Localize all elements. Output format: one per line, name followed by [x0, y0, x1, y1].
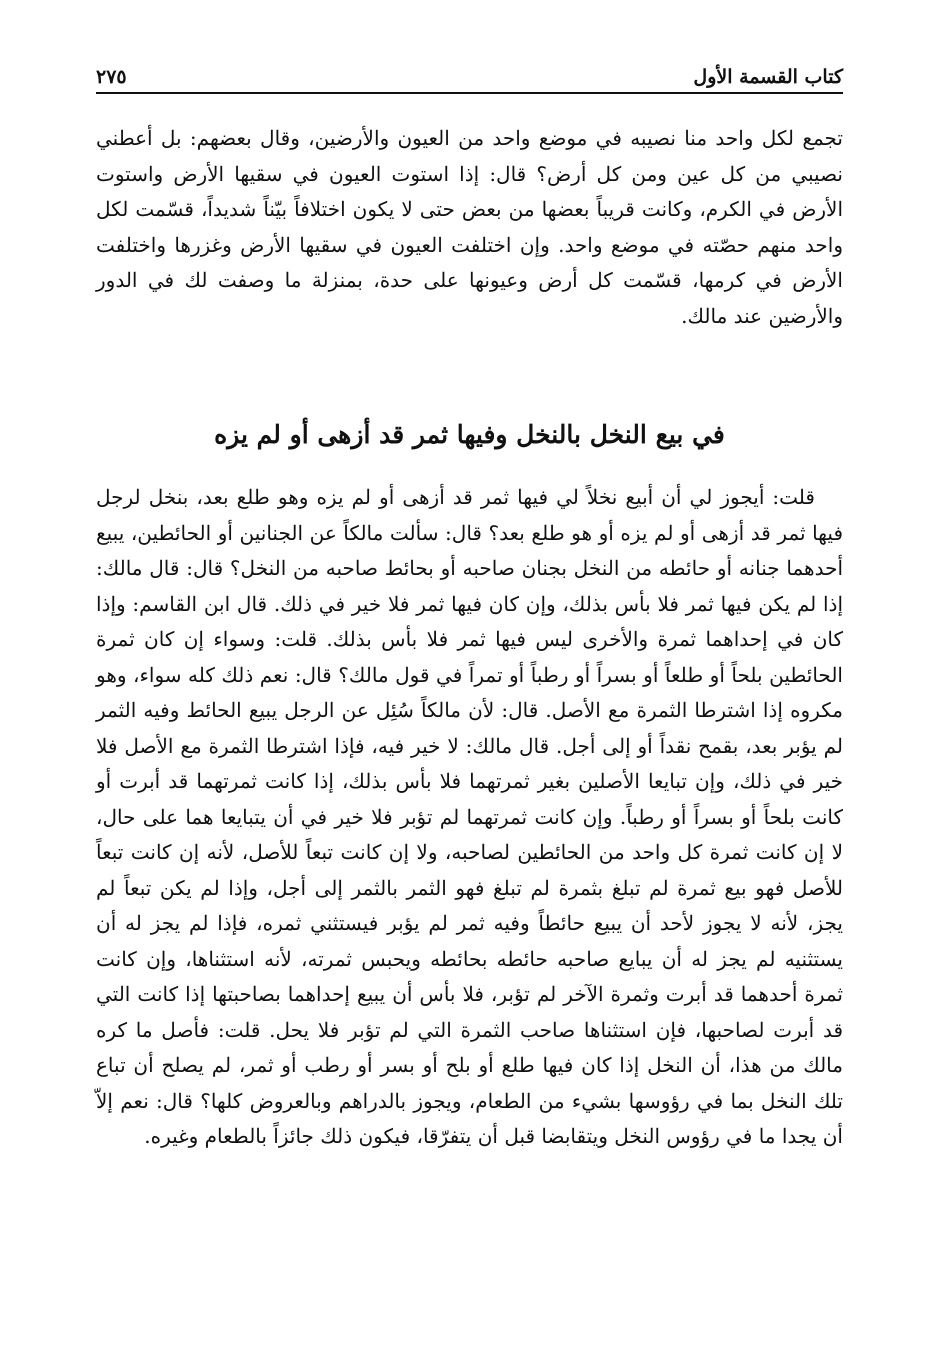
header-divider [96, 92, 843, 94]
section-paragraph: قلت: أيجوز لي أن أبيع نخلاً لي فيها ثمر قد أزهى أو لم يزه وهو طلع بعد، بنخل لرجل فيها ثمر قد أزهى أو لم يزه أو هو طلع بعد؟ قال: سألت مالكاً عن الجنانين أو الحائطين، يبيع أحدهما جنانه أو حائطه من النخل بجنان صاحبه أو بحائط صاحبه من النخل؟ قال: قال مالك: إذا لم يكن فيها ثمر فلا بأس بذلك، وإن كان فيها ثمر فلا خير في ذلك. قال ابن القاسم: وإذا كان في إحداهما ثمرة والأخرى ليس فيها ثمر فلا بأس بذلك. قلت: وسواء إن كان ثمرة الحائطين بلحاً أو طلعاً أو بسراً أو رطباً أو تمراً في قول مالك؟ قال: نعم ذلك كله سواء، وهو مكروه إذا اشترطا الثمرة مع الأصل. قال: لأن مالكاً سُئِل عن الرجل يبيع الحائط وفيه الثمر لم يؤبر بعد، بقمح نقداً أو إلى أجل. قال مالك: لا خير فيه، فإذا اشترطا الثمرة مع الأصل فلا خير في ذلك، وإن تبايعا الأصلين بغير ثمرتهما فلا بأس بذلك، إذا كانت ثمرتهما قد أبرت أو كانت بلحاً أو بسراً أو رطباً. وإن كانت ثمرتهما لم تؤبر فلا خير في أن يتبايعا هما على حال، لا إن كانت ثمرة كل واحد من الحائطين لصاحبه، ولا إن كانت تبعاً للأصل، لأنه إن كانت تبعاً للأصل فهو بيع ثمرة لم تبلغ بثمرة لم تبلغ فهو الثمر بالثمر إلى أجل، وإذا لم يكن تبعاً لم يجز، لأنه لا يجوز لأحد أن يبيع حائطاً وفيه ثمر لم يؤبر فيستثني ثمره، فإذا لم يجز له أن يستثنيه لم يجز له أن يبايع صاحبه حائطه بحائطه ويحبس ثمرته، لأنه استثناها، وإن كانت ثمرة أحدهما قد أبرت وثمرة الآخر لم تؤبر، فلا بأس أن يبيع إحداهما بصاحبتها إذا كانت التي قد أبرت لصاحبها، فإن استثناها صاحب الثمرة التي لم تؤبر فلا يحل. قلت: فأصل ما كره مالك من هذا، أن النخل إذا كان فيها طلع أو بلح أو بسر أو رطب أو ثمر، لم يصلح أن تباع تلك النخل بما في رؤوسها بشيء من الطعام، ويجوز بالدراهم وبالعروض كلها؟ قال: نعم إلاّ أن يجدا ما في رؤوس النخل ويتقابضا قبل أن يتفرّقا، فيكون ذلك جائزاً بالطعام وغيره. [96, 485, 844, 1148]
running-header [96, 58, 843, 88]
opening-paragraph: تجمع لكل واحد منا نصيبه في موضع واحد من العيون والأرضين، وقال بعضهم: بل أعطني نصيبي من كل عين ومن كل أرض؟ قال: إذا استوت العيون في سقيها الأرض واستوت الأرض في الكرم، وكانت قريباً بعضها من بعض حتى لا يكون اختلافاً بيّناً شديداً، قسّمت لكل واحد منهم حصّته في موضع واحد. وإن اختلفت العيون في سقيها الأرض وغزرها واختلفت الأرض في كرمها، قسّمت كل أرض وعيونها على حدة، بمنزلة ما وصفت لك في الدور والأرضين عند مالك. [96, 126, 843, 328]
page-number: ٢٧٥ [96, 66, 127, 88]
section-heading: في بيع النخل بالنخل وفيها ثمر قد أزهى أو لم يزه [214, 420, 725, 449]
book-title: كتاب القسمة الأول [693, 66, 843, 88]
